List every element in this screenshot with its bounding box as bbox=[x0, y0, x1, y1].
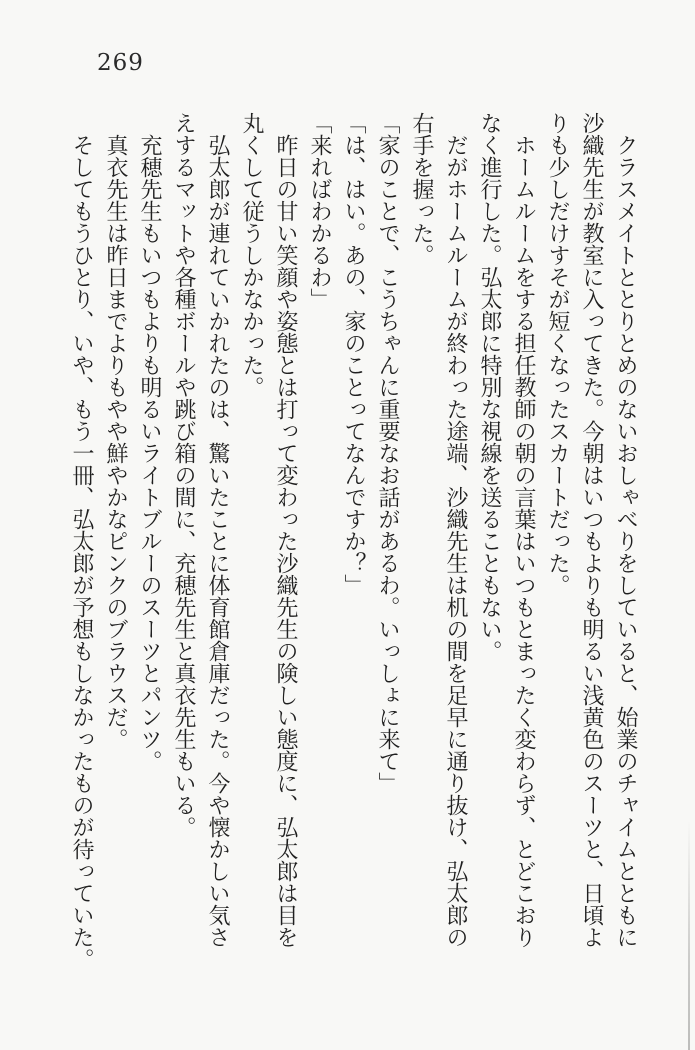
page-edge-shadow bbox=[688, 820, 690, 1050]
text-line: 「は、はい。あの、家のことってなんですか？」 bbox=[341, 112, 366, 596]
text-line: 「家のことで、こうちゃんに重要なお話があるわ。いっしょに来て」 bbox=[375, 112, 400, 794]
page-number: 269 bbox=[97, 50, 144, 76]
body-text-area bbox=[64, 112, 642, 970]
text-line: クラスメイトととりとめのないおしゃべりをしていると、始業のチャイムとともに bbox=[613, 134, 638, 948]
text-line: りも少しだけすそが短くなったスカートだった。 bbox=[545, 112, 570, 596]
text-line: 「来ればわかるわ」 bbox=[307, 112, 332, 310]
text-line: 丸くして従うしかなかった。 bbox=[239, 112, 264, 398]
text-line: 沙織先生が教室に入ってきた。今朝はいつもよりも明るい浅黄色のスーツと、日頃よ bbox=[579, 112, 604, 948]
text-line: 右手を握った。 bbox=[409, 112, 434, 266]
text-line: 充穂先生もいつもよりも明るいライトブルーのスーツとパンツ。 bbox=[137, 134, 162, 772]
text-line: だがホームルームが終わった途端、沙織先生は机の間を足早に通り抜け、弘太郎の bbox=[443, 134, 468, 948]
text-line: そしてもうひとり、いや、もう一冊、弘太郎が予想もしなかったものが待っていた。 bbox=[69, 134, 94, 970]
text-line: えするマットや各種ボールや跳び箱の間に、充穂先生と真衣先生もいる。 bbox=[171, 112, 196, 838]
text-line: 真衣先生は昨日までよりもやや鮮やかなピンクのブラウスだ。 bbox=[103, 134, 128, 750]
text-line: ホームルームをする担任教師の朝の言葉はいつもとまったく変わらず、とどこおり bbox=[511, 134, 536, 948]
text-line: 昨日の甘い笑顔や姿態とは打って変わった沙織先生の険しい態度に、弘太郎は目を bbox=[273, 134, 298, 948]
text-line: なく進行した。弘太郎に特別な視線を送ることもない。 bbox=[477, 112, 502, 662]
text-line: 弘太郎が連れていかれたのは、驚いたことに体育館倉庫だった。今や懐かしい気さ bbox=[205, 134, 230, 948]
